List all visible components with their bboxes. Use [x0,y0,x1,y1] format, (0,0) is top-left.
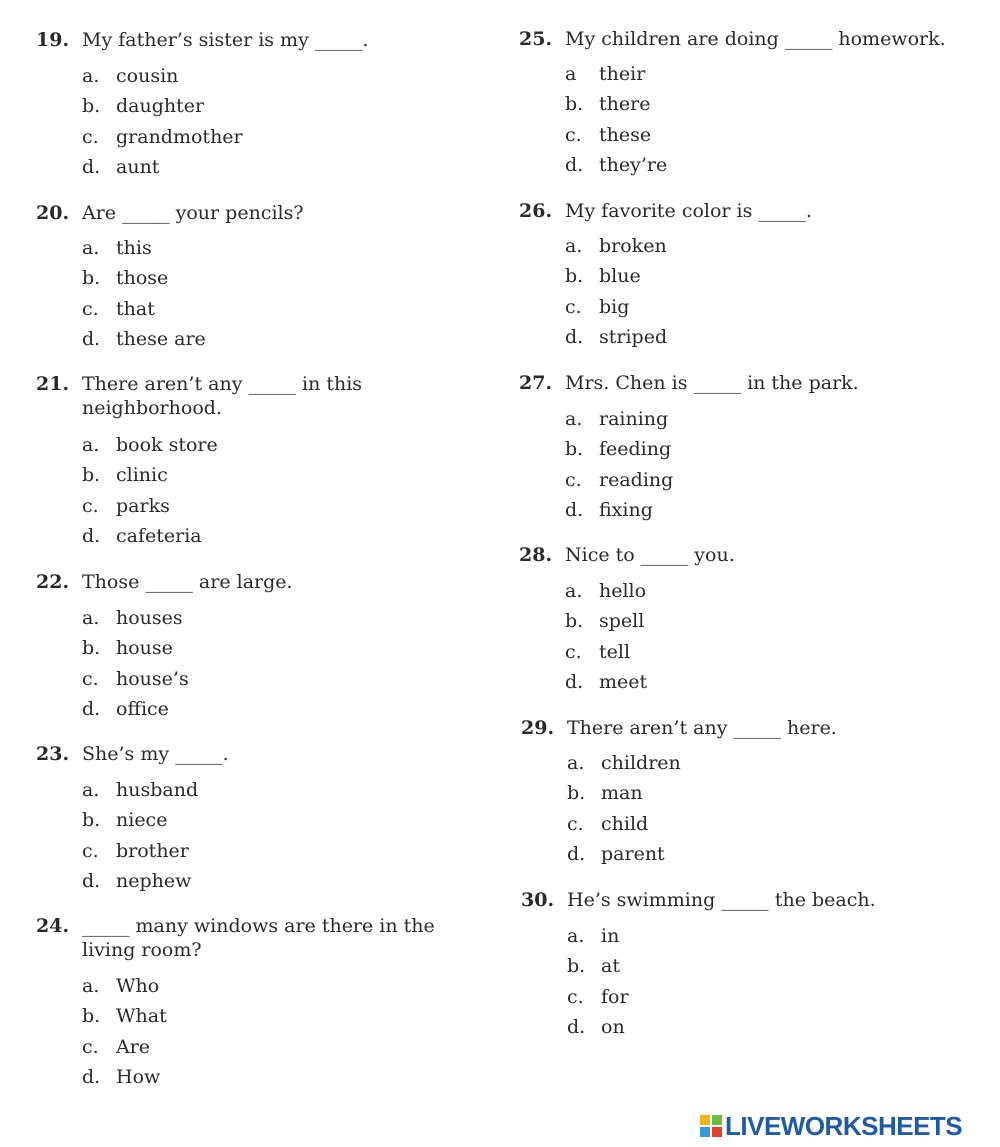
question-number: 20. [36,202,70,224]
question-stem: Those _____ are large. [82,571,293,593]
option-a[interactable]: a. children [567,752,681,774]
option-d[interactable]: d. they’re [565,154,668,177]
option-d[interactable]: d. How [82,1066,161,1089]
option-b[interactable]: b. there [565,93,651,116]
liveworksheets-text: LIVEWORKSHEETS [725,1110,963,1141]
option-d[interactable]: d. nephew [82,870,192,893]
option-a[interactable]: a. raining [565,408,669,430]
option-b[interactable]: b. spell [565,610,645,633]
option-b[interactable]: b. feeding [565,438,672,461]
option-b[interactable]: b. What [82,1005,167,1028]
liveworksheets-logo-icon [700,1115,722,1137]
option-c[interactable]: c. that [82,297,155,320]
liveworksheets-watermark [700,1111,962,1141]
option-a[interactable]: a. husband [82,779,199,801]
option-b[interactable]: b. clinic [82,464,168,487]
question-number: 19. [36,29,70,51]
option-a[interactable]: a. Who [82,975,160,997]
option-b[interactable]: b. at [567,955,620,978]
option-c[interactable]: c. these [565,123,652,146]
question-stem: She’s my _____. [82,743,229,765]
option-d[interactable]: d. striped [565,326,668,349]
option-c[interactable]: c. parks [82,494,170,517]
question-number: 26. [519,200,553,222]
option-d[interactable]: d. office [82,698,169,721]
question-stem: There aren’t any _____ in this neighborhood. [82,373,363,419]
question-number: 24. [36,915,70,937]
option-d[interactable]: d. fixing [565,499,653,522]
option-c[interactable]: c. reading [565,468,674,491]
question-stem: My favorite color is _____. [565,200,812,222]
option-a[interactable]: a. this [82,237,152,259]
question-number: 25. [519,28,553,50]
question-stem: Are _____ your pencils? [82,202,304,224]
question-number: 30. [521,889,555,911]
question-number: 22. [36,571,70,593]
option-b[interactable]: b. house [82,637,173,660]
question-stem: _____ many windows are there in the living room? [82,915,435,961]
option-d[interactable]: d. aunt [82,156,160,179]
question-stem: He’s swimming _____ the beach. [567,889,876,911]
option-d[interactable]: d. parent [567,843,665,866]
option-a[interactable]: a their [565,63,646,85]
option-b[interactable]: b. niece [82,809,168,832]
question-stem: Mrs. Chen is _____ in the park. [565,372,859,394]
option-b[interactable]: b. blue [565,265,641,288]
option-c[interactable]: c. grandmother [82,125,243,148]
question-stem: Nice to _____ you. [565,544,735,566]
option-a[interactable]: a. in [567,925,620,947]
option-d[interactable]: d. meet [565,671,648,694]
option-b[interactable]: b. those [82,267,169,290]
question-stem: My father’s sister is my _____. [82,29,369,51]
option-a[interactable]: a. hello [565,580,647,602]
question-number: 27. [519,372,553,394]
question-number: 28. [519,544,553,566]
option-c[interactable]: c. for [567,985,629,1008]
option-c[interactable]: c. tell [565,640,631,663]
option-c[interactable]: c. child [567,812,649,835]
option-a[interactable]: a. cousin [82,65,179,87]
question-number: 23. [36,743,70,765]
option-a[interactable]: a. houses [82,607,183,629]
option-c[interactable]: c. brother [82,839,189,862]
question-stem: My children are doing _____ homework. [565,28,946,50]
option-b[interactable]: b. man [567,782,643,805]
option-b[interactable]: b. daughter [82,95,205,118]
question-stem: There aren’t any _____ here. [567,717,837,739]
question-number: 29. [521,717,555,739]
question-number: 21. [36,373,70,395]
option-d[interactable]: d. cafeteria [82,525,202,548]
option-a[interactable]: a. broken [565,235,667,257]
option-d[interactable]: d. on [567,1016,625,1039]
option-d[interactable]: d. these are [82,328,206,351]
option-a[interactable]: a. book store [82,434,218,456]
option-c[interactable]: c. big [565,295,630,318]
option-c[interactable]: c. house’s [82,667,189,690]
option-c[interactable]: c. Are [82,1035,151,1058]
